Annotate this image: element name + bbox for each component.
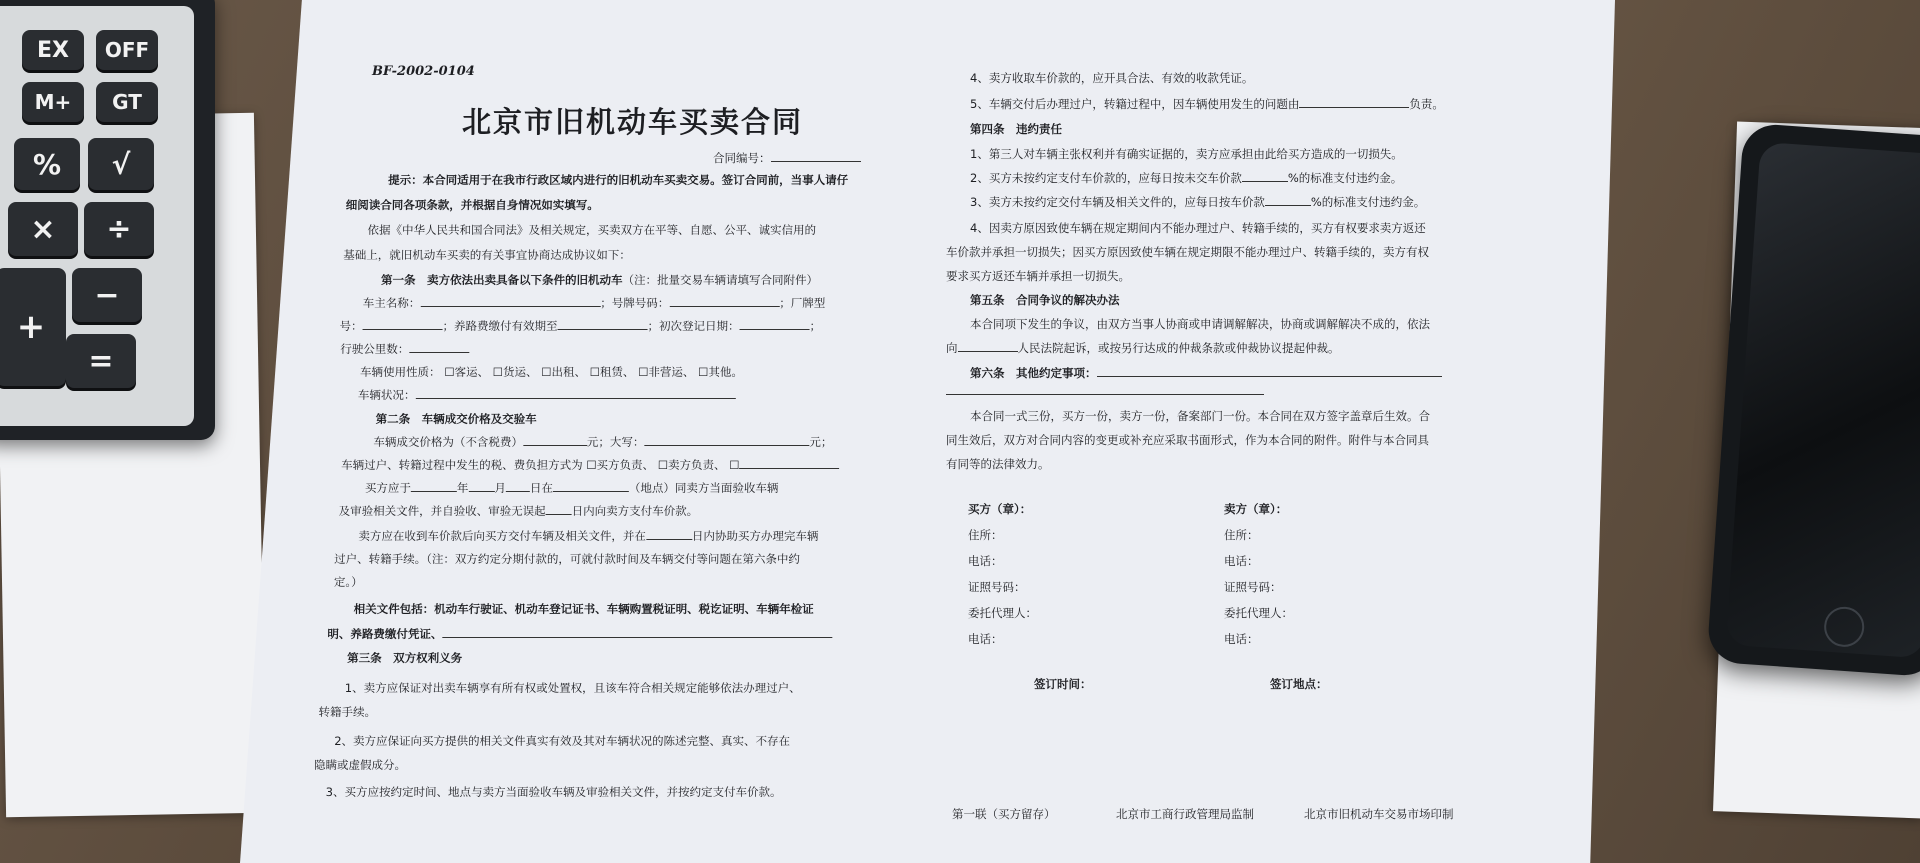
calc-key-minus[interactable]: − bbox=[72, 268, 142, 322]
article3-item1-line-1: 1、卖方应保证对出卖车辆享有所有权或处置权，且该车符合相关规定能够依法办理过户、 bbox=[344, 681, 801, 695]
calc-key-multiply[interactable]: × bbox=[8, 202, 78, 256]
article4-item4-line-3: 要求买方返还车辆并承担一切损失。 bbox=[946, 269, 1130, 283]
article2-line-fees: 车辆过户、转籍过程中发生的税、费负担方式为 ☐买方负责、 ☐卖方负责、 ☐ bbox=[341, 457, 840, 473]
calc-key-m-plus[interactable]: M+ bbox=[22, 82, 84, 122]
article4-heading: 第四条 违约责任 bbox=[970, 122, 1062, 136]
article4-item4-line-2: 车价款并承担一切损失；因买方原因致使车辆在规定期限不能办理过户、转籍手续的，卖方有权 bbox=[946, 245, 1429, 259]
footer-copy-label: 第一联（买方留存） bbox=[952, 807, 1056, 821]
seller-phone-label: 电话： bbox=[1224, 554, 1259, 568]
calc-key-equals[interactable]: = bbox=[66, 334, 136, 388]
calc-key-divide[interactable]: ÷ bbox=[84, 202, 154, 256]
article4-item4-line-1: 4、因卖方原因致使车辆在规定期间内不能办理过户、转籍手续的，买方有权要求卖方返还 bbox=[970, 221, 1426, 235]
article2-line-docs-2: 明、养路费缴付凭证、 bbox=[327, 626, 832, 642]
calc-key-off[interactable]: OFF bbox=[96, 30, 158, 70]
seller-address-label: 住所： bbox=[1224, 528, 1259, 542]
article1-line-model: 号： ；养路费缴付有效期至 ；初次登记日期： ； bbox=[339, 319, 822, 333]
seller-id-label: 证照号码： bbox=[1224, 580, 1282, 594]
article3-item4: 4、卖方收取车价款的，应开具合法、有效的收款凭证。 bbox=[970, 71, 1254, 85]
article2-heading: 第二条 车辆成交价格及交验车 bbox=[375, 412, 537, 426]
calc-key-plus[interactable]: + bbox=[0, 268, 66, 386]
article1-line-mileage: 行驶公里数： bbox=[340, 341, 469, 357]
contract-title: 北京市旧机动车买卖合同 bbox=[462, 105, 804, 139]
article1-line-usage: 车辆使用性质： ☐客运、 ☐货运、 ☐出租、 ☐租赁、 ☐非营运、 ☐其他。 bbox=[360, 365, 743, 379]
article2-line-delivery-3: 定。） bbox=[333, 575, 363, 589]
usage-checkbox[interactable]: ☐ bbox=[492, 365, 504, 379]
article3-item2-line-2: 隐瞒或虚假成分。 bbox=[313, 758, 407, 772]
article4-item3: 3、卖方未按约定交付车辆及相关文件的，应每日按车价款 %的标准支付违约金。 bbox=[970, 195, 1426, 209]
article2-line-delivery-1: 卖方应在收到车价款后向买方交付车辆及相关文件，并在 日内协助买方办理完车辆 bbox=[358, 529, 819, 543]
article6-heading: 第六条 其他约定事项： bbox=[970, 365, 1442, 381]
buyer-id-label: 证照号码： bbox=[968, 580, 1026, 594]
usage-checkbox[interactable]: ☐ bbox=[444, 365, 455, 379]
article3-item2-line-1: 2、卖方应保证向买方提供的相关文件真实有效及其对车辆状况的陈述完整、真实、不存在 bbox=[334, 734, 791, 748]
article2-line-docs-1: 相关文件包括：机动车行驶证、机动车登记证书、车辆购置税证明、税讫证明、车辆年检证 bbox=[353, 602, 814, 616]
article3-item1-line-2: 转籍手续。 bbox=[318, 705, 377, 719]
article5-line-2: 向 人民法院起诉，或按另行达成的仲裁条款或仲裁协议提起仲裁。 bbox=[946, 341, 1340, 355]
article5-heading: 第五条 合同争议的解决办法 bbox=[970, 293, 1120, 307]
closing-line-3: 有同等的法律效力。 bbox=[946, 457, 1050, 471]
fee-checkbox[interactable]: ☐ bbox=[657, 458, 669, 472]
usage-checkbox[interactable]: ☐ bbox=[589, 365, 601, 379]
article2-line-inspect-1: 买方应于 年 月 日在 （地点）同卖方当面验收车辆 bbox=[364, 481, 779, 495]
article2-line-inspect-2: 及审验相关文件，并自验收、审验无误起 日内向卖方支付车价款。 bbox=[338, 504, 699, 518]
footer-supervisor: 北京市工商行政管理局监制 bbox=[1116, 807, 1254, 821]
closing-line-1: 本合同一式三份，买方一份，卖方一份，备案部门一份。本合同在双方签字盖章后生效。合 bbox=[970, 409, 1430, 423]
preamble-line-2: 基础上，就旧机动车买卖的有关事宜协商达成协议如下： bbox=[343, 248, 631, 262]
seller-agent-phone-label: 电话： bbox=[1224, 632, 1259, 646]
article3-item3: 3、买方应按约定时间、地点与卖方当面验收车辆及审验相关文件，并按约定支付车价款。 bbox=[325, 785, 782, 799]
calc-key-percent[interactable]: % bbox=[14, 138, 80, 190]
calc-key-sqrt[interactable]: √ bbox=[88, 138, 154, 190]
buyer-agent-label: 委托代理人： bbox=[968, 606, 1037, 620]
calc-key-gt[interactable]: GT bbox=[96, 82, 158, 122]
article4-item2: 2、买方未按约定支付车价款的，应每日按未交车价款 %的标准支付违约金。 bbox=[970, 171, 1403, 185]
form-code: BF-2002-0104 bbox=[372, 64, 475, 79]
article2-line-price: 车辆成交价格为（不含税费） 元；大写： 元； bbox=[373, 435, 833, 449]
seller-agent-label: 委托代理人： bbox=[1224, 606, 1293, 620]
article5-line-1: 本合同项下发生的争议，由双方当事人协商或申请调解解决，协商或调解解决不成的，依法 bbox=[970, 317, 1430, 331]
usage-checkbox[interactable]: ☐ bbox=[541, 365, 552, 379]
notice-line-1: 提示：本合同适用于在我市行政区域内进行的旧机动车买卖交易。签订合同前，当事人请仔 bbox=[388, 173, 849, 187]
sign-place-label: 签订地点： bbox=[1270, 677, 1328, 691]
buyer-phone-label: 电话： bbox=[968, 554, 1003, 568]
article1-line-owner: 车主名称： ；号牌号码： ；厂牌型 bbox=[362, 296, 826, 310]
closing-line-2: 同生效后，双方对合同内容的变更或补充应采取书面形式，作为本合同的附件。附件与本合同具 bbox=[946, 433, 1429, 447]
contract-number-label: 合同编号： bbox=[713, 150, 861, 166]
calculator bbox=[0, 0, 215, 440]
fee-checkbox[interactable]: ☐ bbox=[586, 458, 597, 472]
article6-blank-line bbox=[946, 394, 1264, 395]
article2-line-delivery-2: 过户、转籍手续。（注：双方约定分期付款的，可就付款时间及车辆交付等问题在第六条中约 bbox=[334, 552, 800, 566]
usage-checkbox[interactable]: ☐ bbox=[638, 365, 649, 379]
preamble-line-1: 依据《中华人民共和国合同法》及相关规定，买卖双方在平等、自愿、公平、诚实信用的 bbox=[367, 223, 817, 237]
article1-line-condition: 车辆状况： bbox=[358, 387, 736, 403]
sign-time-label: 签订时间： bbox=[1034, 677, 1092, 691]
article1-heading: 第一条 卖方依法出卖具备以下条件的旧机动车（注：批量交易车辆请填写合同附件） bbox=[380, 273, 819, 287]
buyer-seal-label: 买方（章）： bbox=[968, 502, 1032, 516]
buyer-address-label: 住所： bbox=[968, 528, 1003, 542]
fee-checkbox[interactable]: ☐ bbox=[729, 458, 740, 472]
buyer-agent-phone-label: 电话： bbox=[968, 632, 1003, 646]
usage-checkbox[interactable]: ☐ bbox=[698, 365, 709, 379]
article3-heading: 第三条 双方权利义务 bbox=[347, 651, 463, 665]
notice-line-2: 细阅读合同各项条款，并根据自身情况如实填写。 bbox=[345, 198, 599, 212]
article4-item1: 1、第三人对车辆主张权利并有确实证据的，卖方应承担由此给买方造成的一切损失。 bbox=[970, 147, 1403, 161]
calc-key-ex[interactable]: EX bbox=[22, 30, 84, 70]
article3-item5: 5、车辆交付后办理过户，转籍过程中，因车辆使用发生的问题由 负责。 bbox=[970, 97, 1444, 111]
phone-screen bbox=[1726, 142, 1920, 659]
seller-seal-label: 卖方（章）： bbox=[1224, 502, 1288, 516]
footer-printer: 北京市旧机动车交易市场印制 bbox=[1304, 807, 1454, 821]
smartphone bbox=[1706, 123, 1920, 678]
